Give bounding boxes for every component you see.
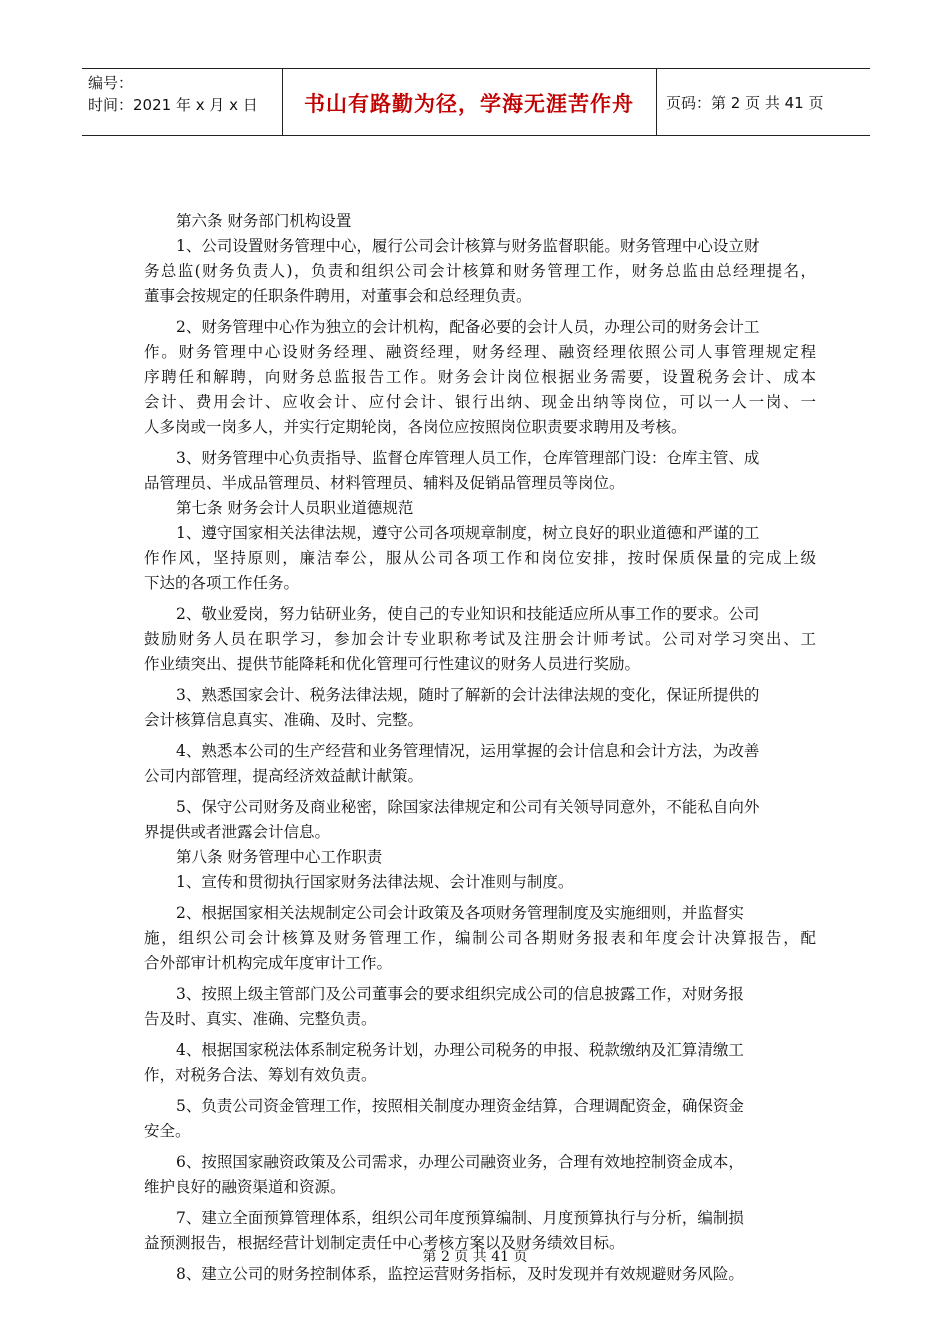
paragraph-first-line: 3、熟悉国家会计、税务法律法规，随时了解新的会计法律法规的变化，保证所提供的 <box>176 686 760 704</box>
article-heading: 第八条 财务管理中心工作职责 <box>176 848 383 866</box>
paragraph-line: 序聘任和解聘，向财务总监报告工作。财务会计岗位根据业务需要，设置税务会计、成本 <box>144 368 816 386</box>
paragraph-first-line: 4、熟悉本公司的生产经营和业务管理情况，运用掌握的会计信息和会计方法，为改善 <box>176 742 760 760</box>
paragraph-line: 施，组织公司会计核算及财务管理工作，编制公司各期财务报表和年度会计决算报告，配 <box>144 929 816 947</box>
paragraph-first-line: 2、财务管理中心作为独立的会计机构，配备必要的会计人员，办理公司的财务会计工 <box>176 318 760 336</box>
paragraph-first-line: 1、公司设置财务管理中心，履行公司会计核算与财务监督职能。财务管理中心设立财 <box>176 237 760 255</box>
document-number-label: 编号： <box>88 74 134 92</box>
header-top-rule <box>82 68 870 69</box>
paragraph-first-line: 5、负责公司资金管理工作，按照相关制度办理资金结算，合理调配资金，确保资金 <box>176 1097 744 1115</box>
paragraph-first-line: 8、建立公司的财务控制体系，监控运营财务指标，及时发现并有效规避财务风险。 <box>176 1265 744 1283</box>
paragraph-first-line: 4、根据国家税法体系制定税务计划，办理公司税务的申报、税款缴纳及汇算清缴工 <box>176 1041 744 1059</box>
paragraph-last-line: 公司内部管理，提高经济效益献计献策。 <box>144 767 424 785</box>
paragraph-last-line: 益预测报告，根据经营计划制定责任中心考核方案以及财务绩效目标。 <box>144 1234 625 1252</box>
paragraph-last-line: 人多岗或一岗多人，并实行定期轮岗，各岗位应按照岗位职责要求聘用及考核。 <box>144 418 687 436</box>
header-meta <box>88 72 258 116</box>
header-page-indicator: 页码：第 2 页 共 41 页 <box>666 94 824 112</box>
paragraph-first-line: 1、遵守国家相关法律法规，遵守公司各项规章制度，树立良好的职业道德和严谨的工 <box>176 524 760 542</box>
paragraph-last-line: 品管理员、半成品管理员、材料管理员、辅料及促销品管理员等岗位。 <box>144 474 625 492</box>
paragraph-first-line: 3、财务管理中心负责指导、监督仓库管理人员工作，仓库管理部门设：仓库主管、成 <box>176 449 760 467</box>
paragraph-line: 作。财务管理中心设财务经理、融资经理，财务经理、融资经理依照公司人事管理规定程 <box>144 343 816 361</box>
paragraph-first-line: 6、按照国家融资政策及公司需求，办理公司融资业务，合理有效地控制资金成本， <box>176 1153 744 1171</box>
paragraph-line: 作作风，坚持原则，廉洁奉公，服从公司各项工作和岗位安排，按时保质保量的完成上级 <box>144 549 816 567</box>
page-header <box>82 68 870 136</box>
paragraph-last-line: 作业绩突出、提供节能降耗和优化管理可行性建议的财务人员进行奖励。 <box>144 655 641 673</box>
paragraph-last-line: 董事会按规定的任职条件聘用，对董事会和总经理负责。 <box>144 287 532 305</box>
header-bottom-rule <box>82 135 870 136</box>
paragraph-line: 务总监(财务负责人)，负责和组织公司会计核算和财务管理工作，财务总监由总经理提名， <box>144 262 816 280</box>
paragraph-first-line: 5、保守公司财务及商业秘密，除国家法律规定和公司有关领导同意外，不能私自向外 <box>176 798 760 816</box>
paragraph-last-line: 下达的各项工作任务。 <box>144 574 300 592</box>
article-heading: 第六条 财务部门机构设置 <box>176 212 352 230</box>
document-date-label: 时间：2021 年 x 月 x 日 <box>88 96 258 114</box>
document-body <box>144 209 816 1287</box>
paragraph-first-line: 2、根据国家相关法规制定公司会计政策及各项财务管理制度及实施细则，并监督实 <box>176 904 744 922</box>
paragraph-first-line: 3、按照上级主管部门及公司董事会的要求组织完成公司的信息披露工作，对财务报 <box>176 985 744 1003</box>
paragraph-last-line: 作，对税务合法、筹划有效负责。 <box>144 1066 377 1084</box>
paragraph-last-line: 维护良好的融资渠道和资源。 <box>144 1178 346 1196</box>
paragraph-line: 会计、费用会计、应收会计、应付会计、银行出纳、现金出纳等岗位，可以一人一岗、一 <box>144 393 816 411</box>
paragraph-first-line: 1、宣传和贯彻执行国家财务法律法规、会计准则与制度。 <box>176 873 574 891</box>
article-heading: 第七条 财务会计人员职业道德规范 <box>176 499 414 517</box>
paragraph-last-line: 合外部审计机构完成年度审计工作。 <box>144 954 393 972</box>
paragraph-last-line: 告及时、真实、准确、完整负责。 <box>144 1010 377 1028</box>
paragraph-last-line: 会计核算信息真实、准确、及时、完整。 <box>144 711 424 729</box>
paragraph-first-line: 7、建立全面预算管理体系，组织公司年度预算编制、月度预算执行与分析，编制损 <box>176 1209 744 1227</box>
header-divider-right <box>656 68 657 136</box>
header-motto: 书山有路勤为径，学海无涯苦作舟 <box>304 92 634 116</box>
paragraph-line: 鼓励财务人员在职学习，参加会计专业职称考试及注册会计师考试。公司对学习突出、工 <box>144 630 816 648</box>
page-footer: 第 2 页 共 41 页 <box>422 1249 528 1265</box>
paragraph-last-line: 界提供或者泄露会计信息。 <box>144 823 331 841</box>
paragraph-first-line: 2、敬业爱岗，努力钻研业务，使自己的专业知识和技能适应所从事工作的要求。公司 <box>176 605 760 623</box>
paragraph-last-line: 安全。 <box>144 1122 191 1140</box>
